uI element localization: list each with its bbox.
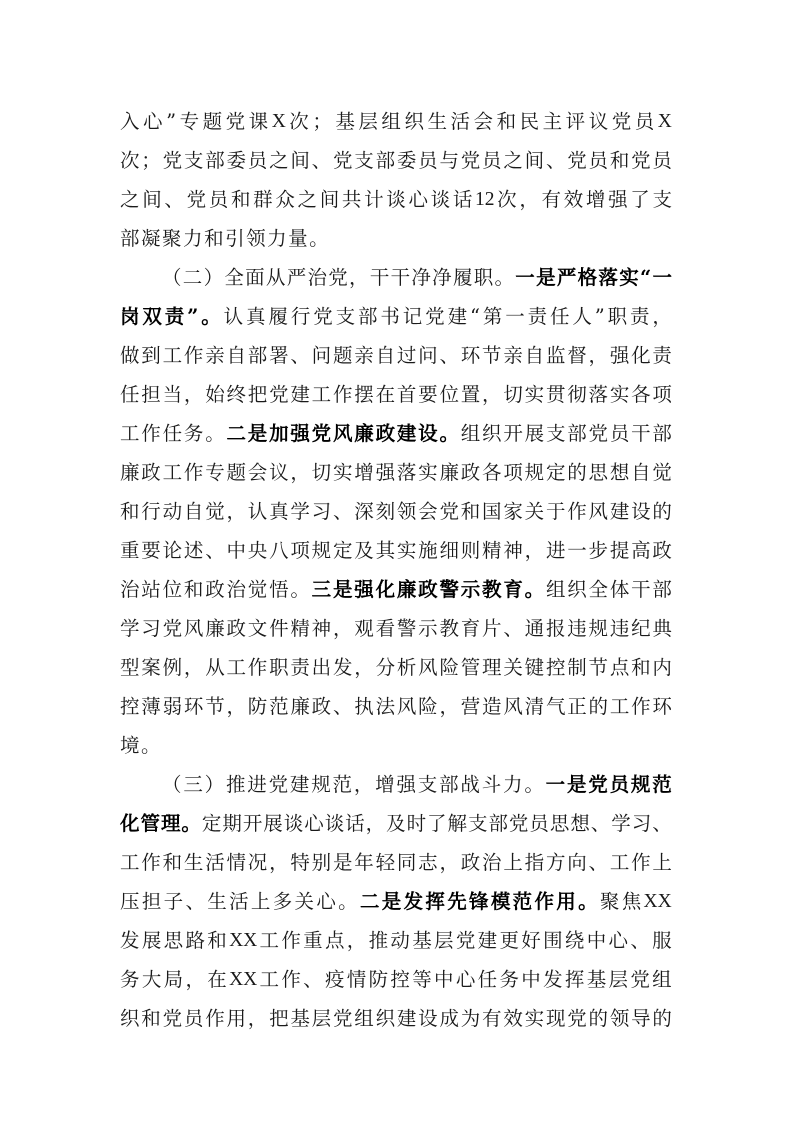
text-line: 入 心 ” 专 题 党 课 X 次 ； 基 层 组 织 生 活 会 和 民 主 评 议 党 员 X [120,110,672,133]
text-line: 织 和 党 员 作 用 ， 把 基 层 党 组 织 建 设 成 为 有 效 实 现 党 的 领 导 的 [120,1007,672,1030]
text-line: （ 二 ） 全 面 从 严 治 党 ， 干 干 净 净 履 职 。 一 是 严 格 落 实 “ 一 [162,266,672,289]
document-body [120,102,672,1038]
text-line: 重 要 论 述 、 中 央 八 项 规 定 及 其 实 施 细 则 精 神 ， 进 一 步 提 高 政 [120,539,672,562]
text-line: 治 站 位 和 政 治 觉 悟 。 三 是 强 化 廉 政 警 示 教 育 。 组 织 全 体 干 部 [120,578,672,601]
paragraph-p3-party-building [120,765,672,1038]
text-line: 次 ； 党 支 部 委 员 之 间 、 党 支 部 委 员 与 党 员 之 间 、 党 员 和 党 员 [120,149,672,172]
text-line: 境 。 [120,734,163,757]
text-line: 工 作 任 务 。 二 是 加 强 党 风 廉 政 建 设 。 组 织 开 展 支 部 党 员 干 部 [120,422,672,445]
text-line: 和 行 动 自 觉 ， 认 真 学 习 、 深 刻 领 会 党 和 国 家 关 于 作 风 建 设 的 [120,500,672,523]
text-line: （ 三 ） 推 进 党 建 规 范 ， 增 强 支 部 战 斗 力 。 一 是 党 员 规 范 [162,773,672,796]
text-line: 岗 双 责 ” 。 认 真 履 行 党 支 部 书 记 党 建 “ 第 一 责 任 人 ” 职 责 ， [120,305,672,328]
text-line: 务 大 局 ， 在 XX 工 作 、 疫 情 防 控 等 中 心 任 务 中 发 挥 基 层 党 组 [120,968,672,991]
text-line: 工 作 和 生 活 情 况 ， 特 别 是 年 轻 同 志 ， 政 治 上 指 方 向 、 工 作 上 [120,851,672,874]
text-line: 廉 政 工 作 专 题 会 议 ， 切 实 增 强 落 实 廉 政 各 项 规 定 的 思 想 自 觉 [120,461,672,484]
text-line: 发 展 思 路 和 XX 工 作 重 点 ， 推 动 基 层 党 建 更 好 围 绕 中 心 、 服 [120,929,672,952]
text-line: 化 管 理 。 定 期 开 展 谈 心 谈 话 ， 及 时 了 解 支 部 党 员 思 想 、 学 习 、 [120,812,672,835]
text-line: 压 担 子 、 生 活 上 多 关 心 。 二 是 发 挥 先 锋 模 范 作 用 。 聚 焦 XX [120,890,672,913]
text-line: 型 案 例 ， 从 工 作 职 责 出 发 ， 分 析 风 险 管 理 关 键 控 制 节 点 和 内 [120,656,672,679]
text-line: 控 薄 弱 环 节 ， 防 范 廉 政 、 执 法 风 险 ， 营 造 风 清 气 正 的 工 作 环 [120,695,672,718]
paragraph-p1-continuation [120,102,672,258]
text-line: 任 担 当 ， 始 终 把 党 建 工 作 摆 在 首 要 位 置 ， 切 实 贯 彻 落 实 各 项 [120,383,672,406]
text-line: 之 间 、 党 员 和 群 众 之 间 共 计 谈 心 谈 话 12 次 ， 有 效 增 强 了 支 [120,188,672,211]
text-line: 做 到 工 作 亲 自 部 署 、 问 题 亲 自 过 问 、 环 节 亲 自 监 督 ， 强 化 责 [120,344,672,367]
text-line: 学 习 党 风 廉 政 文 件 精 神 ， 观 看 警 示 教 育 片 、 通 报 违 规 违 纪 典 [120,617,672,640]
text-line: 部 凝 聚 力 和 引 领 力 量 。 [120,227,331,250]
paragraph-p2-strict-governance [120,258,672,765]
